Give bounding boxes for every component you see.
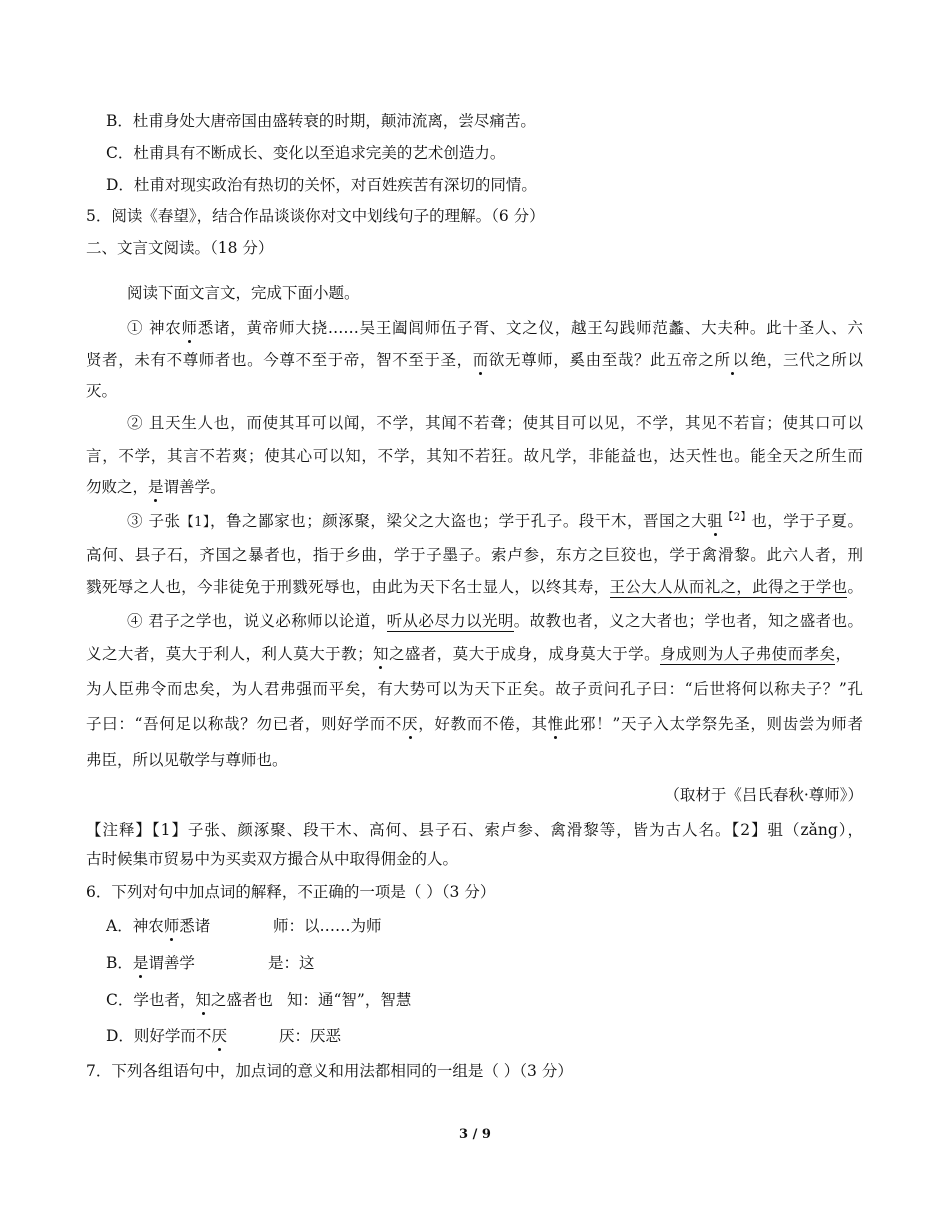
p4-line2: 义之大者，莫大于利人，利人莫大于教；知之盛者，莫大于成身，成身莫大于学。身成则为人子弗使而孝矣， (86, 645, 851, 663)
p4-line3: 为人臣弗令而忠矣，为人君弗强而平矣，有大势可以为天下正矣。故子贡问孔子曰：“后世将何以称夫子？”孔 (86, 680, 863, 698)
q6-option-a-gloss: 师：以……为师 (273, 917, 382, 935)
q6-option-c: C．学也者，知之盛者也 (106, 991, 273, 1009)
page-number: 3 / 9 (459, 1127, 491, 1142)
q4-option-c: C．杜甫具有不断成长、变化以至追求完美的艺术创造力。 (106, 144, 506, 162)
p4-line1: ④ 君子之学也，说义必称师以论道，听从必尽力以光明。故教也者，义之大者也；学也者，知之盛者也。 (127, 612, 863, 630)
question-6: 6．下列对句中加点词的解释，不正确的一项是（ ）（3 分） (86, 883, 496, 901)
q6-option-d: D．则好学而不厌 (106, 1027, 227, 1045)
notes-line2: 古时候集市贸易中为买卖双方撮合从中取得佣金的人。 (86, 850, 459, 868)
notes-line1: 【注释】【1】子张、颜涿聚、段干木、高何、县子石、索卢参、禽滑黎等，皆为古人名。【2】驵（zǎng）， (86, 821, 863, 839)
p2-line1: ② 且天生人也，而使其耳可以闻，不学，其闻不若聋；使其目可以见，不学，其见不若盲；使其口可以 (127, 414, 863, 432)
source-citation: （取材于《吕氏春秋·尊师》） (664, 786, 863, 804)
p2-line3: 勿败之，是谓善学。 (86, 478, 226, 496)
q6-option-b: B．是谓善学 (106, 954, 195, 972)
reading-instruction: 阅读下面文言文，完成下面小题。 (127, 284, 360, 302)
p4-line4: 子曰：“吾何足以称哉？勿已者，则好学而不厌，好教而不倦，其惟此邪！”天子入太学祭先圣，则齿尝为师者 (86, 715, 863, 733)
q6-option-c-gloss: 知：通“智”，智慧 (287, 991, 412, 1009)
q6-option-d-gloss: 厌：厌恶 (279, 1027, 342, 1045)
p3-line3: 戮死辱之人也，今非徒免于刑戮死辱也，由此为天下名士显人，以终其寿，王公大人从而礼之，此得之于学也。 (86, 578, 863, 596)
p1-line3: 灭。 (86, 382, 118, 400)
question-5: 5．阅读《春望》，结合作品谈谈你对文中划线句子的理解。（6 分） (86, 207, 545, 225)
underlined-sentence-2: 听从必尽力以光明 (386, 612, 514, 630)
p2-line2: 言，不学，其言不若爽；使其心可以知，不学，其知不若狂。故凡学，非能益也，达天性也。能全天之所生而 (86, 447, 863, 465)
q4-option-d: D．杜甫对现实政治有热切的关怀，对百姓疾苦有深切的同情。 (106, 176, 537, 194)
underlined-sentence-3: 身成则为人子弗使而孝矣 (660, 645, 836, 663)
p1-line2: 贤者，未有不尊师者也。今尊不至于帝，智不至于圣，而欲无尊师，奚由至哉？此五帝之所以绝，三代之所以 (86, 351, 863, 369)
underlined-sentence-1: 王公大人从而礼之，此得之于学也 (609, 578, 848, 596)
q4-option-b: B．杜甫身处大唐帝国由盛转衰的时期，颠沛流离，尝尽痛苦。 (106, 112, 536, 130)
p1-line1: ① 神农师悉诸，黄帝师大挠……吴王阖闾师伍子胥、文之仪，越王勾践师范蠡、大夫种。此十圣人、六 (127, 319, 863, 337)
section-heading: 二、文言文阅读。（18 分） (86, 239, 274, 257)
q6-option-b-gloss: 是：这 (268, 954, 315, 972)
q6-option-a: A．神农师悉诸 (106, 917, 211, 935)
p3-line1: ③ 子张【1】，鲁之鄙家也；颜涿聚，梁父之大盗也；学于孔子。段干木，晋国之大驵$^{【2】}$也，学于子夏。 (127, 511, 863, 530)
question-7: 7．下列各组语句中，加点词的意义和用法都相同的一组是（ ）（3 分） (86, 1062, 573, 1080)
p3-line2: 高何、县子石，齐国之暴者也，指于乡曲，学于子墨子。索卢参，东方之巨狡也，学于禽滑黎。此六人者，刑 (86, 546, 863, 564)
p4-line5: 弗臣，所以见敬学与尊师也。 (86, 751, 288, 769)
